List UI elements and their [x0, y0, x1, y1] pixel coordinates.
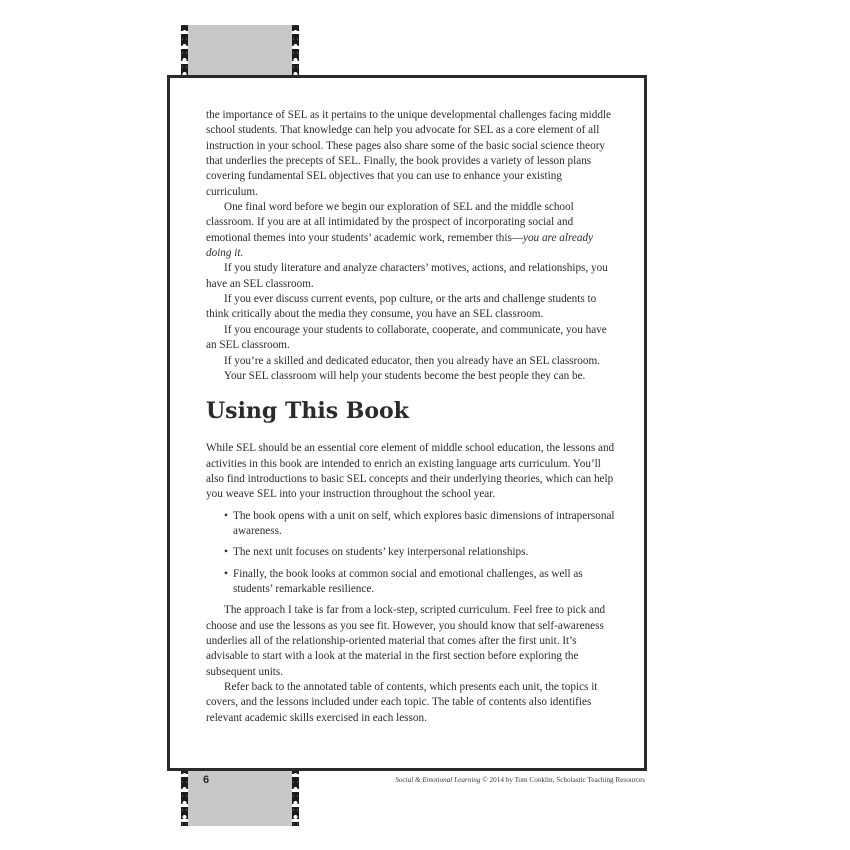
bullet-item-text: • Finally, the book looks at common social and emotional challenges, as well as students’ remarkable resilience.	[233, 567, 583, 595]
decorative-strip-top	[181, 25, 299, 77]
strip-border-right	[292, 768, 299, 826]
intro-paragraph-1: the importance of SEL as it pertains to the unique developmental challenges facing middle school students. That knowledge can help you advocate for SEL as a core element of all instruction in your school. These pages also share some of the basic social science theory that underlies the precepts of SEL. Finally, the book provides a variety of lesson plans covering fundamental SEL objectives that you can use to enhance your existing curriculum.	[206, 109, 612, 198]
intro-paragraph-4: If you ever discuss current events, pop culture, or the arts and challenge students to think critically about the media they consume, you have an SEL classroom.	[206, 293, 597, 321]
strip-border-right	[292, 25, 299, 77]
footer-copyright: © 2014 by Tom Conklin, Scholastic Teaching Resources	[480, 776, 645, 784]
section-heading: Using This Book	[206, 398, 409, 425]
bullet-list	[206, 509, 616, 598]
strip-border-left	[181, 768, 188, 826]
intro-paragraph-3: If you study literature and analyze characters’ motives, actions, and relationships, you have an SEL classroom.	[206, 262, 608, 290]
strip-border-left	[181, 25, 188, 77]
bullet-item-text: • The next unit focuses on students’ key interpersonal relationships.	[233, 546, 529, 559]
intro-paragraph-2-emphasis: you are already doing it.	[206, 231, 594, 260]
intro-paragraph-2	[206, 200, 616, 261]
intro-paragraph-5: If you encourage your students to collaborate, cooperate, and communicate, you have an SEL classroom.	[206, 323, 607, 352]
footer-book-title: Social & Emotional Learning	[395, 776, 481, 784]
page-body	[206, 108, 616, 726]
page-number: 6	[203, 774, 210, 786]
footer-credit	[395, 776, 645, 784]
section-paragraph-2: The approach I take is far from a lock-step, scripted curriculum. Feel free to pick and choose and use the lessons as you see fit. However, you should know that self-awareness underlies all of the relationship-oriented material that comes after the first unit. It’s advisable to start with a look at the material in the first section before exploring the subsequent units.	[206, 604, 606, 678]
bullet-item-text: • The book opens with a unit on self, which explores basic dimensions of intrapersonal awareness.	[233, 509, 615, 537]
bullet-item	[224, 567, 616, 598]
bullet-item	[224, 545, 616, 560]
intro-paragraph-7: Your SEL classroom will help your students become the best people they can be.	[224, 369, 586, 382]
bullet-item	[224, 509, 616, 540]
decorative-strip-bottom	[181, 768, 299, 826]
page-frame	[167, 75, 647, 771]
intro-paragraph-6: If you’re a skilled and dedicated educator, then you already have an SEL classroom.	[224, 354, 600, 367]
section-paragraph-3: Refer back to the annotated table of contents, which presents each unit, the topics it covers, and the lessons included under each topic. The table of contents also identifies relevant academic skills exercised in each lesson.	[206, 681, 598, 724]
section-paragraph-1: While SEL should be an essential core element of middle school education, the lessons and activities in this book are intended to enrich an existing language arts curriculum. You’ll also find introductions to basic SEL concepts and their underlying theories, which can help you weave SEL into your instruction throughout the school year.	[206, 442, 615, 501]
intro-paragraph-2-text: One final word before we begin our exploration of SEL and the middle school classroom. If you are at all intimidated by the prospect of incorporating social and emotional themes into your students’ academic work, remember this—	[206, 201, 574, 244]
